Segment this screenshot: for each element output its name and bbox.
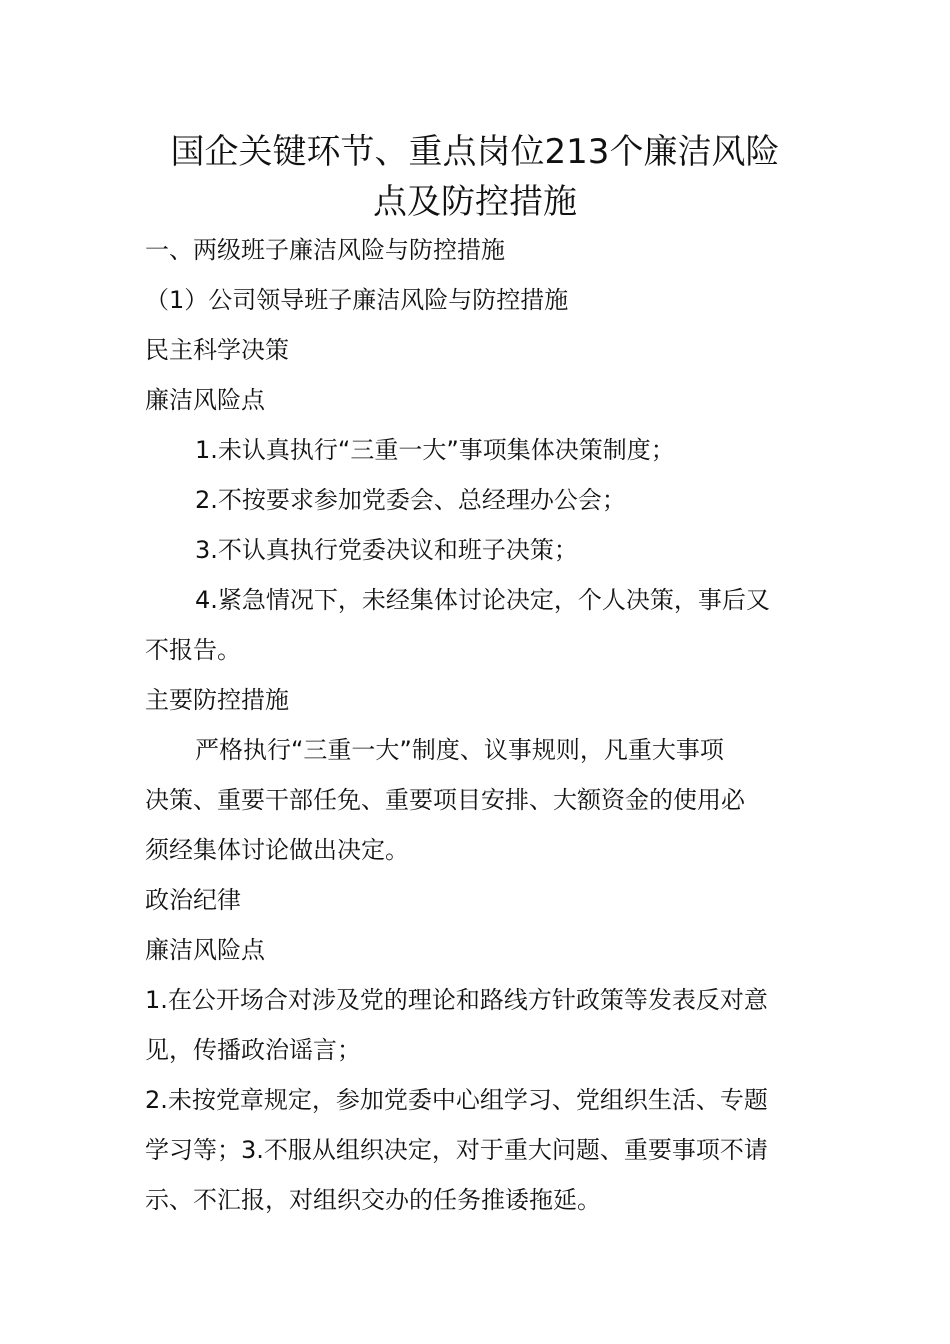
risk-item-continuation: 学习等；3.不服从组织决定，对于重大问题、重要事项不请 — [145, 1136, 768, 1164]
measures-heading: 主要防控措施 — [145, 686, 289, 714]
risk-item: 4.紧急情况下，未经集体讨论决定，个人决策，事后又 — [195, 586, 770, 614]
measure-text: 严格执行“三重一大”制度、议事规则，凡重大事项 — [195, 736, 724, 764]
risk-points-heading: 廉洁风险点 — [145, 936, 265, 964]
risk-item-continuation: 示、不汇报，对组织交办的任务推诿拖延。 — [145, 1186, 601, 1214]
document-title-line-2: 点及防控措施 — [373, 182, 577, 222]
risk-item-continuation: 见，传播政治谣言； — [145, 1036, 361, 1064]
measure-text-continuation: 须经集体讨论做出决定。 — [145, 836, 409, 864]
risk-item: 1.在公开场合对涉及党的理论和路线方针政策等发表反对意 — [145, 986, 768, 1014]
risk-item: 1.未认真执行“三重一大”事项集体决策制度； — [195, 436, 675, 464]
risk-item-continuation: 不报告。 — [145, 636, 241, 664]
topic-heading-decision: 民主科学决策 — [145, 336, 289, 364]
subsection-heading: （1）公司领导班子廉洁风险与防控措施 — [145, 286, 569, 314]
document-title-line-1: 国企关键环节、重点岗位213个廉洁风险 — [170, 132, 780, 172]
measure-text-continuation: 决策、重要干部任免、重要项目安排、大额资金的使用必 — [145, 786, 745, 814]
risk-item: 2.未按党章规定，参加党委中心组学习、党组织生活、专题 — [145, 1086, 768, 1114]
risk-item: 2.不按要求参加党委会、总经理办公会； — [195, 486, 626, 514]
risk-item: 3.不认真执行党委决议和班子决策； — [195, 536, 578, 564]
section-heading: 一、两级班子廉洁风险与防控措施 — [145, 236, 505, 264]
topic-heading-political-discipline: 政治纪律 — [145, 886, 241, 914]
risk-points-heading: 廉洁风险点 — [145, 386, 265, 414]
